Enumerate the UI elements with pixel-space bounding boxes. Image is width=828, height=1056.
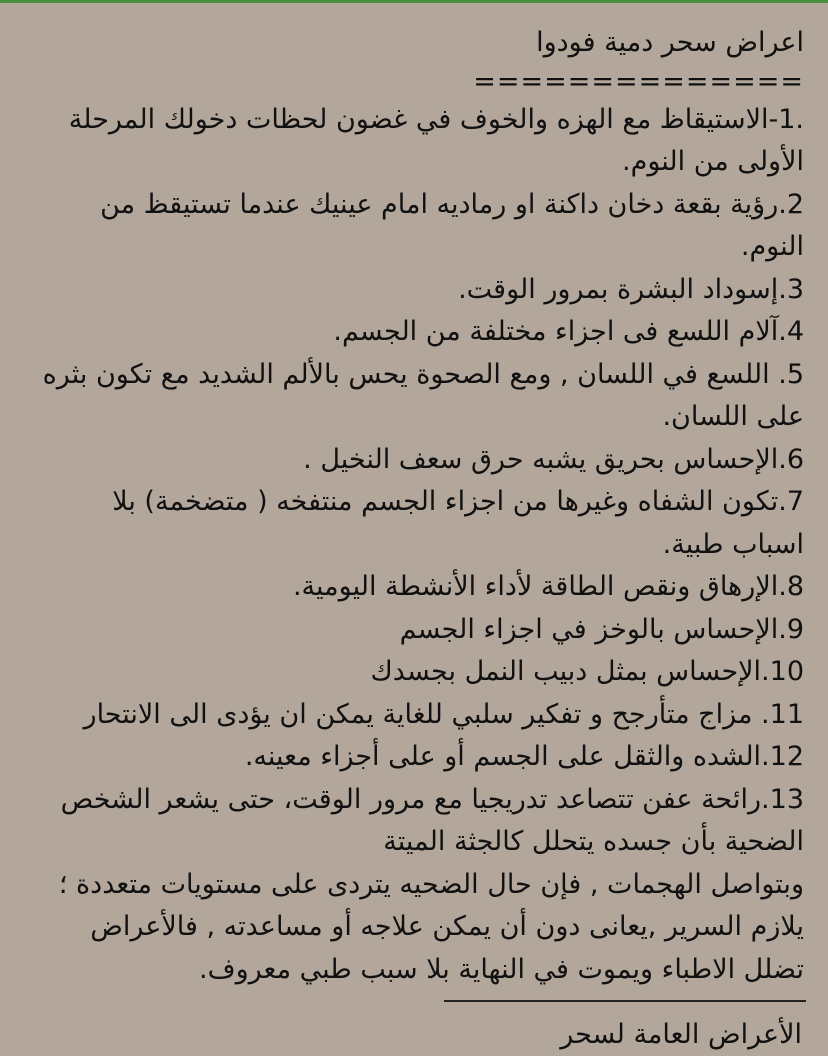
text-line: 10.الإحساس بمثل دبيب النمل بجسدك [370,656,804,687]
text-line: تضلل الاطباء ويموت في النهاية بلا سبب طبي معروف. [199,953,804,985]
text-line: وبتواصل الهجمات , فإن حال الضحيه يتردى على مستويات متعددة ؛ [58,868,804,900]
text-line: 3.إسوداد البشرة بمرور الوقت. [458,273,804,305]
text-line: 8.الإرهاق ونقص الطاقة لأداء الأنشطة اليومية. [292,571,804,602]
text-line: يلازم السرير ,يعانى دون أن يمكن علاجه أو مساعدته , فالأعراض [90,911,804,942]
text-line: 6.الإحساس بحريق يشبه حرق سعف النخيل . [303,443,804,475]
text-line: 13.رائحة عفن تتصاعد تدريجيا مع مرور الوقت، حتى يشعر الشخص [60,783,804,815]
top-accent-bar [0,0,828,3]
text-line: على اللسان. [662,401,804,432]
text-line: 5. اللسع في اللسان , ومع الصحوة يحس بالألم الشديد مع تكون بثره [42,358,804,390]
text-line: 4.آلام اللسع فى اجزاء مختلفة من الجسم. [333,316,804,347]
text-line: النوم. [740,231,804,262]
text-line: 11. مزاج متأرجح و تفكير سلبي للغاية يمكن ان يؤدى الى الانتحار [83,698,804,730]
title-separator: ============== [473,65,804,97]
text-line: الضحية بأن جسده يتحلل كالجثة الميتة [383,826,804,857]
text-line: .1-الاستيقاظ مع الهزه والخوف في غضون لحظات دخولك المرحلة [68,103,804,135]
horizontal-rule [444,1000,806,1002]
text-line: 9.الإحساس بالوخز في اجزاء الجسم [399,613,804,645]
text-line: 12.الشده والثقل على الجسم أو على أجزاء معينه. [244,741,804,772]
document-title: اعراض سحر دمية فودوا [536,27,804,58]
text-line: 7.تكون الشفاه وغيرها من اجزاء الجسم منتفخه ( متضخمة) بلا [112,486,804,517]
document-body [14,22,804,991]
text-line: الأولى من النوم. [622,146,804,177]
text-line: 2.رؤية بقعة دخان داكنة او رماديه امام عينيك عندما تستيقظ من [100,188,804,220]
document-lines [14,99,804,992]
cutoff-next-line: الأعراض العامة لسحر [560,1019,802,1050]
text-line: اسباب طبية. [662,528,804,560]
